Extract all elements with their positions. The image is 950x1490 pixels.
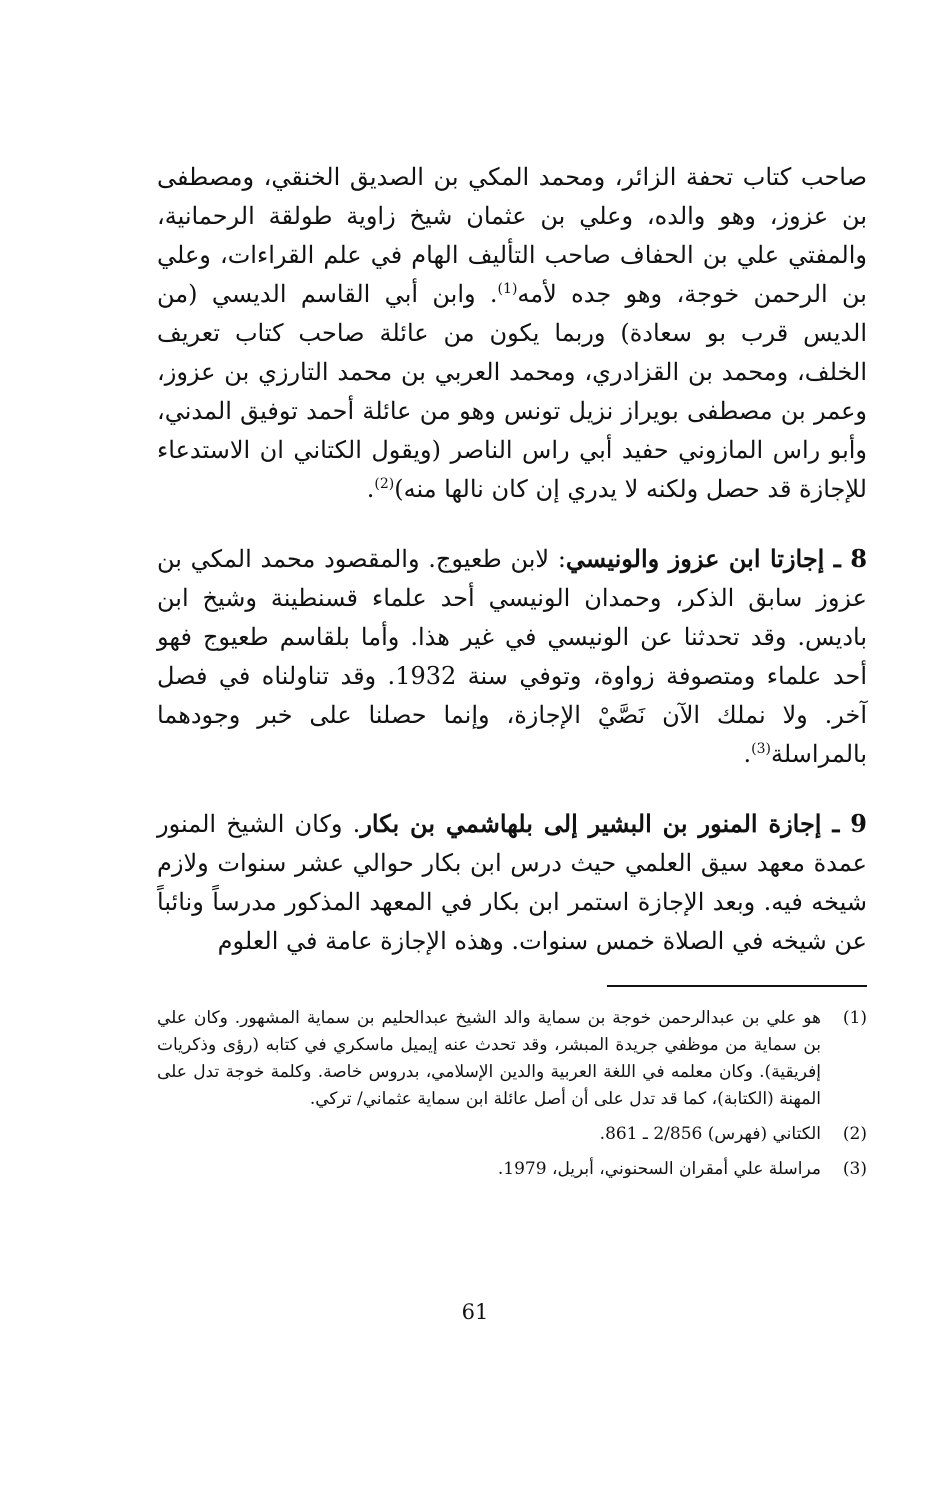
paragraph-2-text: : لابن طعيوج. والمقصود محمد المكي بن عزوز سابق الذكر، وحمدان الونيسي أحد علماء قسنطينة وشيخ ابن باديس. وقد تحدثنا عن الونيسي في غير هذا. وأما بلقاسم طعيوج فهو أحد علماء ومتصوفة زواوة، وتوفي سنة 1932. وقد تناولناه في فصل آخر. ولا نملك الآن نَصَّيْ الإجازة، وإنما حصلنا على خبر وجودهما بالمراسلة — [157, 545, 867, 768]
page-number: 61 — [461, 1300, 489, 1324]
footnote-1-text: هو علي بن عبدالرحمن خوجة بن سماية والد الشيخ عبدالحليم بن سماية المشهور. وكان علي بن سماية من موظفي جريدة المبشر، وقد تحدث عنه إيميل ماسكري في كتابه (رؤى وذكريات إفريقية). وكان معلمه في اللغة العربية والدين الإسلامي، بدروس خاصة. وكلمة خوجة تدل على المهنة (الكتابة)، كما قد تدل على أن أصل عائلة ابن سماية عثماني/ تركي. — [157, 1008, 821, 1109]
footnote-3-number: (3) — [842, 1159, 867, 1179]
footnotes — [157, 1005, 867, 1191]
paragraph-1-end: . — [366, 475, 375, 503]
page-body — [157, 158, 868, 1179]
paragraph-2 — [157, 539, 867, 774]
footnote-1 — [157, 1005, 867, 1113]
footnote-3-text: مراسلة علي أمقران السحنوني، أبريل، 1979. — [497, 1159, 821, 1179]
footnote-divider — [607, 985, 867, 987]
footnote-2-number: (2) — [842, 1124, 867, 1144]
footnote-2-text: الكتاني (فهرس) 2/856 ـ 861. — [599, 1124, 821, 1144]
paragraph-3 — [157, 804, 867, 961]
section-8-heading: 8 ـ إجازتا ابن عزوز والونيسي — [565, 544, 868, 573]
paragraph-2-end: . — [743, 740, 752, 768]
footnote-ref-2[interactable]: (2) — [374, 476, 395, 492]
footnote-ref-1[interactable]: (1) — [497, 281, 518, 297]
footnote-1-number: (1) — [842, 1008, 867, 1028]
footnote-3 — [157, 1156, 867, 1183]
paragraph-3-text: . وكان الشيخ المنور عمدة معهد سيق العلمي حيث درس ابن بكار حوالي عشر سنوات ولازم شيخه فيه. وبعد الإجازة استمر ابن بكار في المعهد المذكور مدرساً ونائباً عن شيخه في الصلاة خمس سنوات. وهذه الإجازة عامة في العلوم — [157, 810, 867, 955]
paragraph-1 — [157, 158, 867, 509]
paragraph-1-text: صاحب كتاب تحفة الزائر، ومحمد المكي بن الصديق الخنقي، ومصطفى بن عزوز، وهو والده، وعلي بن عثمان شيخ زاوية طولقة الرحمانية، والمفتي علي بن الحفاف صاحب التأليف الهام في علم القراءات، وعلي بن الرحمن خوجة، وهو جده لأمه — [157, 163, 867, 308]
footnote-ref-3[interactable]: (3) — [751, 741, 771, 757]
paragraph-1-text-continued: . وابن أبي القاسم الديسي (من الديس قرب بو سعادة) وربما يكون من عائلة صاحب كتاب تعريف الخلف، ومحمد بن القزادري، ومحمد العربي بن محمد التارزي بن عزوز، وعمر بن مصطفى بويراز نزيل تونس وهو من عائلة أحمد توفيق المدني، وأبو راس المازوني حفيد أبي راس الناصر (ويقول الكتاني ان الاستدعاء للإجازة قد حصل ولكنه لا يدري إن كان نالها منه) — [157, 280, 867, 503]
section-9-heading: 9 ـ إجازة المنور بن البشير إلى بلهاشمي بن بكار — [360, 809, 867, 838]
footnote-2 — [157, 1121, 867, 1148]
